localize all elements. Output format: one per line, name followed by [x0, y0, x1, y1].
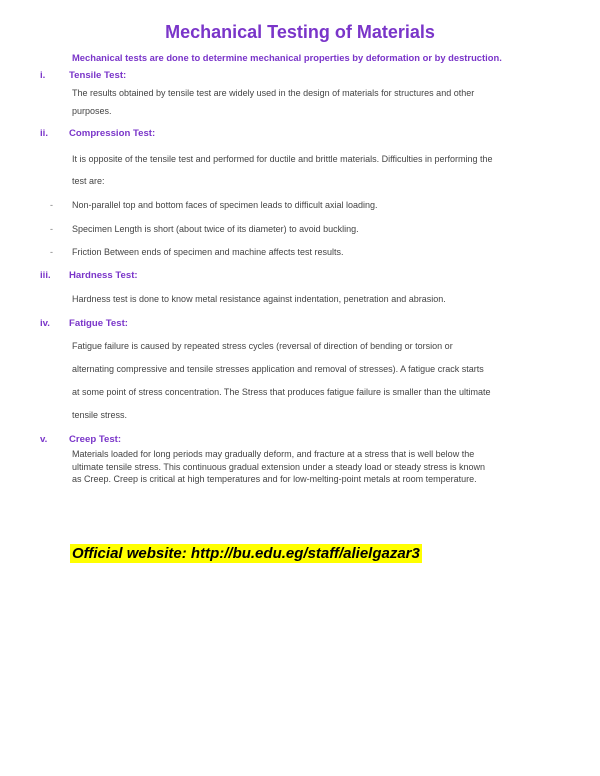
- bullet-marker: -: [50, 247, 53, 257]
- creep-line-2: ultimate tensile stress. This continuous gradual extension under a steady load or steady stress is known: [72, 461, 486, 472]
- fatigue-line-4: tensile stress.: [72, 410, 128, 420]
- fatigue-line-3: at some point of stress concentration. The Stress that produces fatigue failure is smaller than the ultimate: [72, 387, 491, 397]
- section-number-fatigue: iv.: [40, 318, 50, 329]
- fatigue-line-2: alternating compressive and tensile stresses application and removal of stresses). A fatigue crack starts: [72, 364, 484, 374]
- fatigue-line-1: Fatigue failure is caused by repeated stress cycles (reversal of direction of bending or torsion or: [72, 341, 453, 351]
- compression-bullet-1: Non-parallel top and bottom faces of specimen leads to difficult axial loading.: [72, 200, 378, 210]
- section-number-creep: v.: [40, 434, 48, 445]
- section-heading-hardness: Hardness Test:: [69, 270, 138, 281]
- compression-line-2: test are:: [72, 176, 105, 186]
- section-heading-creep: Creep Test:: [69, 434, 122, 445]
- page-title: Mechanical Testing of Materials: [165, 22, 435, 42]
- section-heading-compression: Compression Test:: [69, 128, 156, 139]
- section-number-compression: ii.: [40, 128, 48, 139]
- compression-line-1: It is opposite of the tensile test and performed for ductile and brittle materials. Difficulties in performing the: [72, 154, 493, 164]
- page-subtitle: Mechanical tests are done to determine mechanical properties by deformation or by destruction.: [72, 52, 502, 63]
- section-heading-fatigue: Fatigue Test:: [69, 318, 128, 329]
- creep-line-3: as Creep. Creep is critical at high temperatures and for low-melting-point metals at room temperature.: [72, 474, 477, 484]
- section-number-tensile: i.: [40, 70, 46, 81]
- compression-bullet-2: Specimen Length is short (about twice of its diameter) to avoid buckling.: [72, 224, 359, 234]
- compression-bullet-3: Friction Between ends of specimen and machine affects test results.: [72, 247, 344, 257]
- hardness-line-1: Hardness test is done to know metal resistance against indentation, penetration and abrasion.: [72, 294, 446, 304]
- section-number-hardness: iii.: [40, 270, 51, 281]
- tensile-line-2: purposes.: [72, 106, 112, 116]
- official-website-link[interactable]: Official website: http://bu.edu.eg/staff/alielgazar3: [72, 545, 420, 562]
- bullet-marker: -: [50, 224, 53, 234]
- creep-paragraph: [72, 448, 542, 486]
- creep-line-1: Materials loaded for long periods may gradually deform, and fracture at a stress that is well below the: [72, 449, 475, 459]
- tensile-line-1: The results obtained by tensile test are widely used in the design of materials for structures and other: [72, 88, 475, 98]
- bullet-marker: -: [50, 200, 53, 210]
- section-heading-tensile: Tensile Test:: [69, 70, 127, 81]
